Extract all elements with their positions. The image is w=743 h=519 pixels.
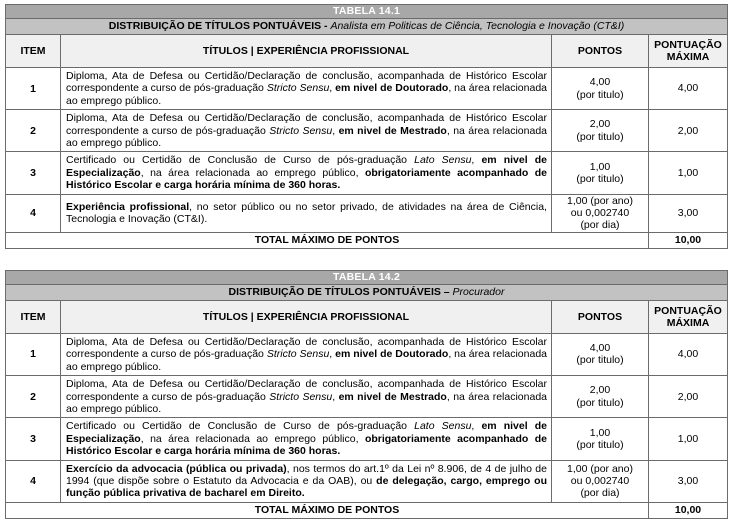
column-header-pontuacao-maxima [649,35,728,68]
cell-item: 4 [6,460,61,502]
table-total-row [6,232,728,248]
pontos-unit: (por dia) [580,219,620,232]
cell-descricao: Diploma, Ata de Defesa ou Certidão/Declaração de conclusão, acompanhada de Histórico Escolar correspondente a curso de pós-graduação Stricto Sensu, em nivel de Doutorado, na área relacionada ao emprego público. [61,68,552,110]
table-subtitle-row [6,19,728,35]
column-header-maxima-line2: MÁXIMA [666,51,710,63]
pontos-value: 2,00 [589,384,611,397]
table-row [6,110,728,152]
column-header-item: ITEM [6,35,61,68]
cell-pontos [552,376,649,418]
table-row [6,333,728,375]
cell-pontuacao-maxima: 1,00 [649,418,728,460]
column-header-maxima-line2: MÁXIMA [666,316,710,329]
subtitle-prefix: DISTRIBUIÇÃO DE TÍTULOS PONTUÁVEIS – [228,285,453,298]
cell-pontuacao-maxima: 2,00 [649,110,728,152]
table-spacer [5,249,727,270]
pontos-unit: (por titulo) [576,88,624,101]
pontos-value: 1,00 [589,426,611,439]
column-header-maxima-line1: PONTUAÇÃO [654,304,722,317]
cell-pontuacao-maxima: 3,00 [649,194,728,232]
subtitle-cargo: Procurador [452,285,505,298]
column-header-item: ITEM [6,300,61,333]
cell-item: 1 [6,68,61,110]
subtitle-prefix: DISTRIBUIÇÃO DE TÍTULOS PONTUÁVEIS - [108,20,331,32]
column-header-pontos: PONTOS [552,35,649,68]
table-subtitle [6,19,728,35]
table-row [6,194,728,232]
cell-descricao: Exercício da advocacia (pública ou privada), nos termos do art.1º da Lei nº 8.906, de 4 de julho de 1994 (que dispõe sobre o Estatuto da Advocacia e da OAB), ou de delegação, cargo, emprego ou função pública privativa de bacharel em Direito. [61,460,552,502]
total-value: 10,00 [649,232,728,248]
cell-pontuacao-maxima: 4,00 [649,333,728,375]
pontos-unit: (por titulo) [576,396,624,409]
table-row [6,68,728,110]
pontos-unit: (por titulo) [576,173,624,186]
column-header-descricao: TÍTULOS | EXPERIÊNCIA PROFISSIONAL [61,35,552,68]
table-column-header-row [6,300,728,333]
cell-pontos [552,68,649,110]
pontos-unit: (por titulo) [576,130,624,143]
cell-pontos [552,110,649,152]
pontos-value: 4,00 [589,342,611,355]
table-row [6,376,728,418]
cell-descricao: Diploma, Ata de Defesa ou Certidão/Declaração de conclusão, acompanhada de Histórico Escolar correspondente a curso de pós-graduação Stricto Sensu, em nivel de Mestrado, na área relacionada ao emprego público. [61,376,552,418]
pontos-value: 4,00 [589,76,611,89]
table-subtitle [6,284,728,300]
table-subtitle-row [6,284,728,300]
pontos-unit: (por titulo) [576,438,624,451]
table-banner-row [6,5,728,19]
cell-item: 4 [6,194,61,232]
column-header-pontuacao-maxima [649,300,728,333]
table-column-header-row [6,35,728,68]
pontos-unit: (por dia) [580,487,620,500]
cell-descricao: Experiência profissional, no setor público ou no setor privado, de atividades na área de Ciência, Tecnologia e Inovação (CT&I). [61,194,552,232]
cell-descricao: Diploma, Ata de Defesa ou Certidão/Declaração de conclusão, acompanhada de Histórico Escolar correspondente a curso de pós-graduação Stricto Sensu, em nivel de Doutorado, na área relacionada ao emprego público. [61,333,552,375]
cell-pontuacao-maxima: 1,00 [649,152,728,194]
cell-item: 2 [6,376,61,418]
table-total-row [6,502,728,518]
column-header-maxima-line1: PONTUAÇÃO [654,39,722,51]
table-banner-label: TABELA 14.1 [6,5,728,19]
table-banner-label: TABELA 14.2 [6,270,728,284]
pontos-value: 1,00 [589,160,611,173]
cell-descricao: Diploma, Ata de Defesa ou Certidão/Declaração de conclusão, acompanhada de Histórico Escolar correspondente a curso de pós-graduação Stricto Sensu, em nivel de Mestrado, na área relacionada ao emprego público. [61,110,552,152]
pontos-value: 2,00 [589,118,611,131]
cell-item: 1 [6,333,61,375]
total-label: TOTAL MÁXIMO DE PONTOS [6,232,649,248]
cell-pontuacao-maxima: 2,00 [649,376,728,418]
table-row [6,418,728,460]
cell-descricao: Certificado ou Certidão de Conclusão de Curso de pós-graduação Lato Sensu, em nivel de Especialização, na área relacionada ao emprego público, obrigatoriamente acompanhado de Histórico Escolar e carga horária mínima de 360 horas. [61,418,552,460]
cell-pontos [552,152,649,194]
table-row [6,152,728,194]
cell-pontos [552,333,649,375]
cell-pontos [552,194,649,232]
subtitle-cargo: Analista em Politicas de Ciência, Tecnologia e Inovação (CT&I) [330,20,625,32]
pontos-value: 1,00 (por ano) ou 0,002740 [567,462,633,487]
column-header-pontos: PONTOS [552,300,649,333]
cell-pontuacao-maxima: 4,00 [649,68,728,110]
total-value: 10,00 [649,502,728,518]
titulos-table-14-2 [5,270,728,519]
pontos-unit: (por titulo) [576,354,624,367]
cell-item: 2 [6,110,61,152]
pontos-value: 1,00 (por ano) ou 0,002740 [567,194,633,220]
cell-pontos [552,460,649,502]
cell-item: 3 [6,418,61,460]
cell-pontos [552,418,649,460]
titulos-table-14-1 [5,4,728,249]
table-row [6,460,728,502]
cell-pontuacao-maxima: 3,00 [649,460,728,502]
column-header-descricao: TÍTULOS | EXPERIÊNCIA PROFISSIONAL [61,300,552,333]
cell-descricao: Certificado ou Certidão de Conclusão de Curso de pós-graduação Lato Sensu, em nivel de Especialização, na área relacionada ao emprego público, obrigatoriamente acompanhado de Histórico Escolar e carga horária mínima de 360 horas. [61,152,552,194]
table-banner-row [6,270,728,284]
total-label: TOTAL MÁXIMO DE PONTOS [6,502,649,518]
cell-item: 3 [6,152,61,194]
